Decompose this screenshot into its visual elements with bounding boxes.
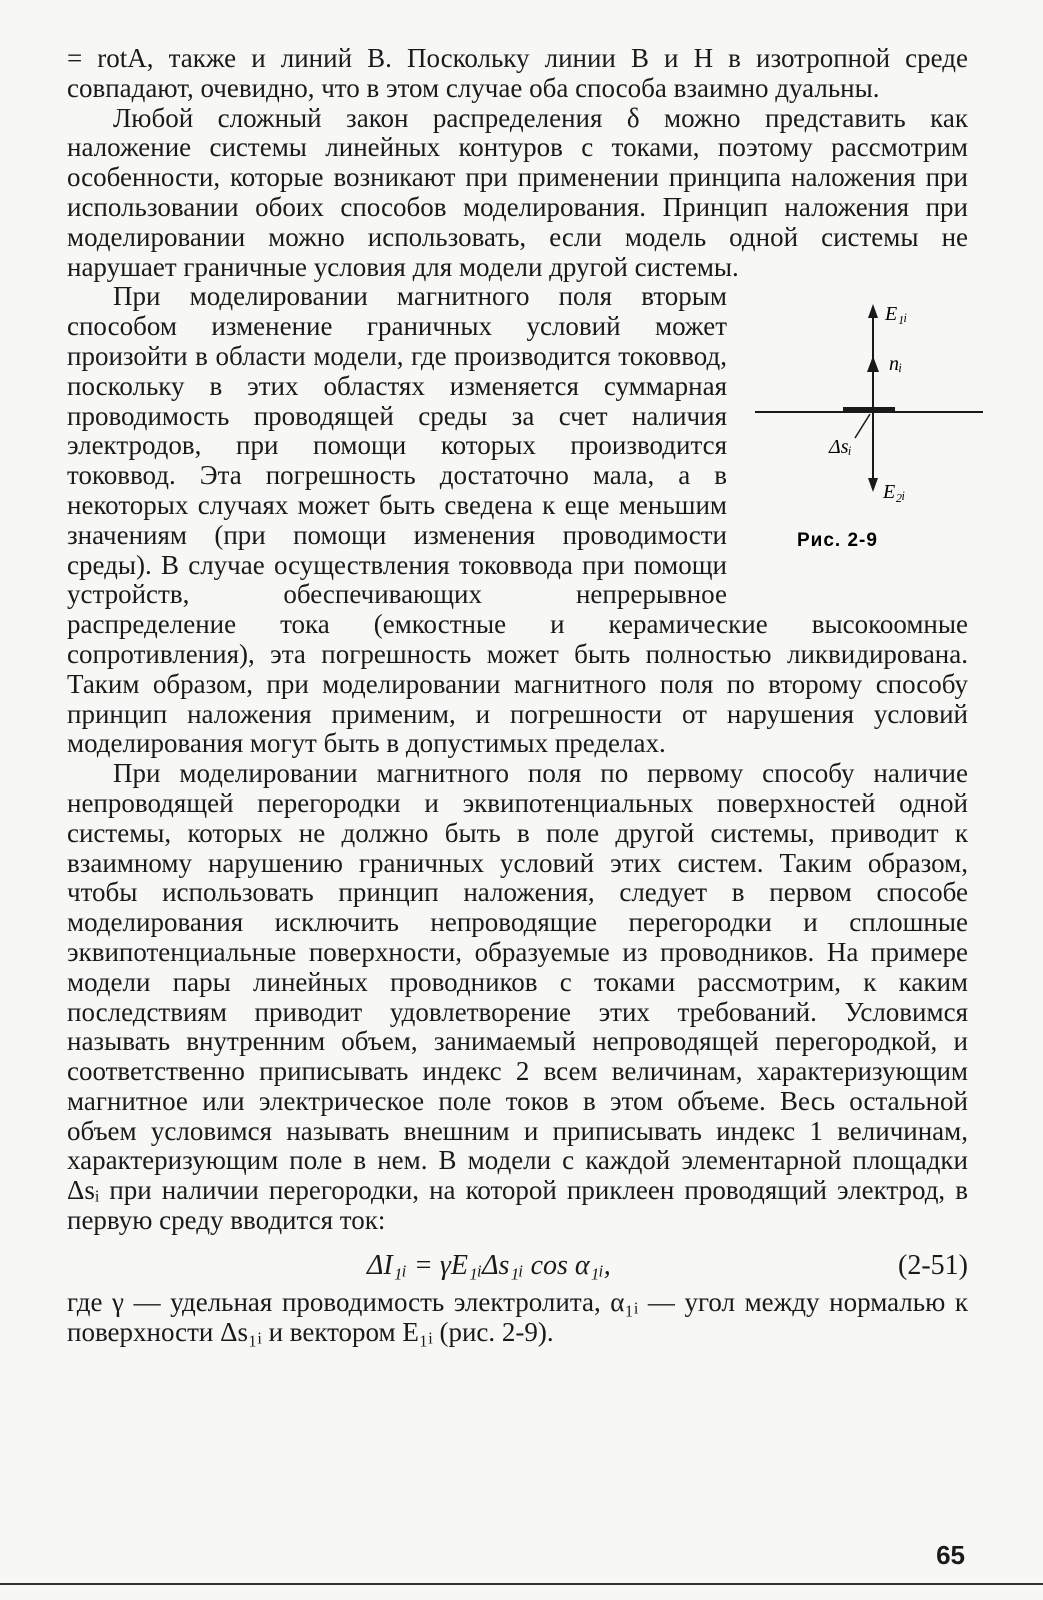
paragraph-3: При моделировании магнитного поля вторым способом изменение граничных условий может произойти в области модели, где производится токоввод, поскольку в этих областях изменяется суммарная проводимость проводящей среды за счет наличия электродов, при помощи которых производится токоввод. Эта погрешность достаточно мала, а в некоторых случаях может быть сведена к еще меньшим значениям (при помощи изменения проводимости среды). В случае осуществления токоввода при помощи устройств, обеспечивающих непрерывное распределение тока (емкостные и керамические высокоомные сопротивления), эта погрешность может быть полностью ликвидирована. Таким образом, при моделировании магнитного поля по второму способу принцип наложения применим, и погрешности от нарушения условий моделирования могут быть в допустимых пределах. <box>67 281 968 759</box>
label-e2i: E₂ᵢ <box>883 481 906 504</box>
page-number: 65 <box>936 1540 965 1570</box>
figure-caption: Рис. 2-9 <box>797 530 878 552</box>
normal-arrowhead <box>867 356 879 372</box>
equation-2-51 <box>67 1244 968 1288</box>
paragraph-1: = rotA, также и линий B. Поскольку линии B и H в изотропной среде совпадают, очевидно, что в этом случае оба способа взаимно дуальны. <box>67 43 968 103</box>
e1-arrowhead <box>868 304 878 318</box>
figure-2-9 <box>743 288 988 588</box>
label-e1i: E₁ᵢ <box>885 303 908 326</box>
paragraph-4: При моделировании магнитного поля по первому способу наличие непроводящей перегородки и эквипотенциальных поверхностей одной системы, которых не должно быть в поле другой системы, приводит к взаимному нарушению граничных условий этих систем. Таким образом, чтобы использовать принцип наложения, следует в первом способе моделирования исключить непроводящие перегородки и сплошные эквипотенциальные поверхности, образуемые из проводников. На примере модели пары линейных проводников с токами рассмотрим, к каким последствиям приводит удовлетворение этих требований. Условимся называть внутренним объем, занимаемый непроводящей перегородкой, и соответственно приписывать индекс 2 всем величинам, характеризующим магнитное или электрическое поле токов в этом объеме. Весь остальной объем условимся называть внешним и приписывать индекс 1 величинам, характеризующим поле в нем. В модели с каждой элементарной площадки Δsᵢ при наличии перегородки, на которой приклеен проводящий электрод, в первую среду вводится ток: <box>67 758 968 1236</box>
label-dsi: Δsᵢ <box>829 436 852 459</box>
figure-diagram <box>743 288 988 558</box>
electrode-segment <box>843 407 895 413</box>
equation-body: ΔI₁ᵢ = γE₁ᵢΔs₁ᵢ cos α₁ᵢ, <box>367 1249 611 1281</box>
label-ni: nᵢ <box>889 353 903 376</box>
paragraph-2: Любой сложный закон распределения δ можно представить как наложение системы линейных контуров с токами, поэтому рассмотрим особенности, которые возникают при применении принципа наложения при использовании обоих способов моделирования. Принцип наложения при моделировании можно использовать, если модель одной системы не нарушает граничные условия для модели другой системы. <box>67 102 968 282</box>
e2-arrowhead <box>868 478 878 492</box>
bottom-rule <box>0 1583 1043 1585</box>
equation-number: (2-51) <box>898 1249 968 1281</box>
ds-leader-line <box>855 414 870 438</box>
paragraph-5: где γ — удельная проводимость электролита, α₁ᵢ — угол между нормалью к поверхности Δs₁ᵢ и вектором E₁ᵢ (рис. 2-9). <box>67 1286 968 1347</box>
